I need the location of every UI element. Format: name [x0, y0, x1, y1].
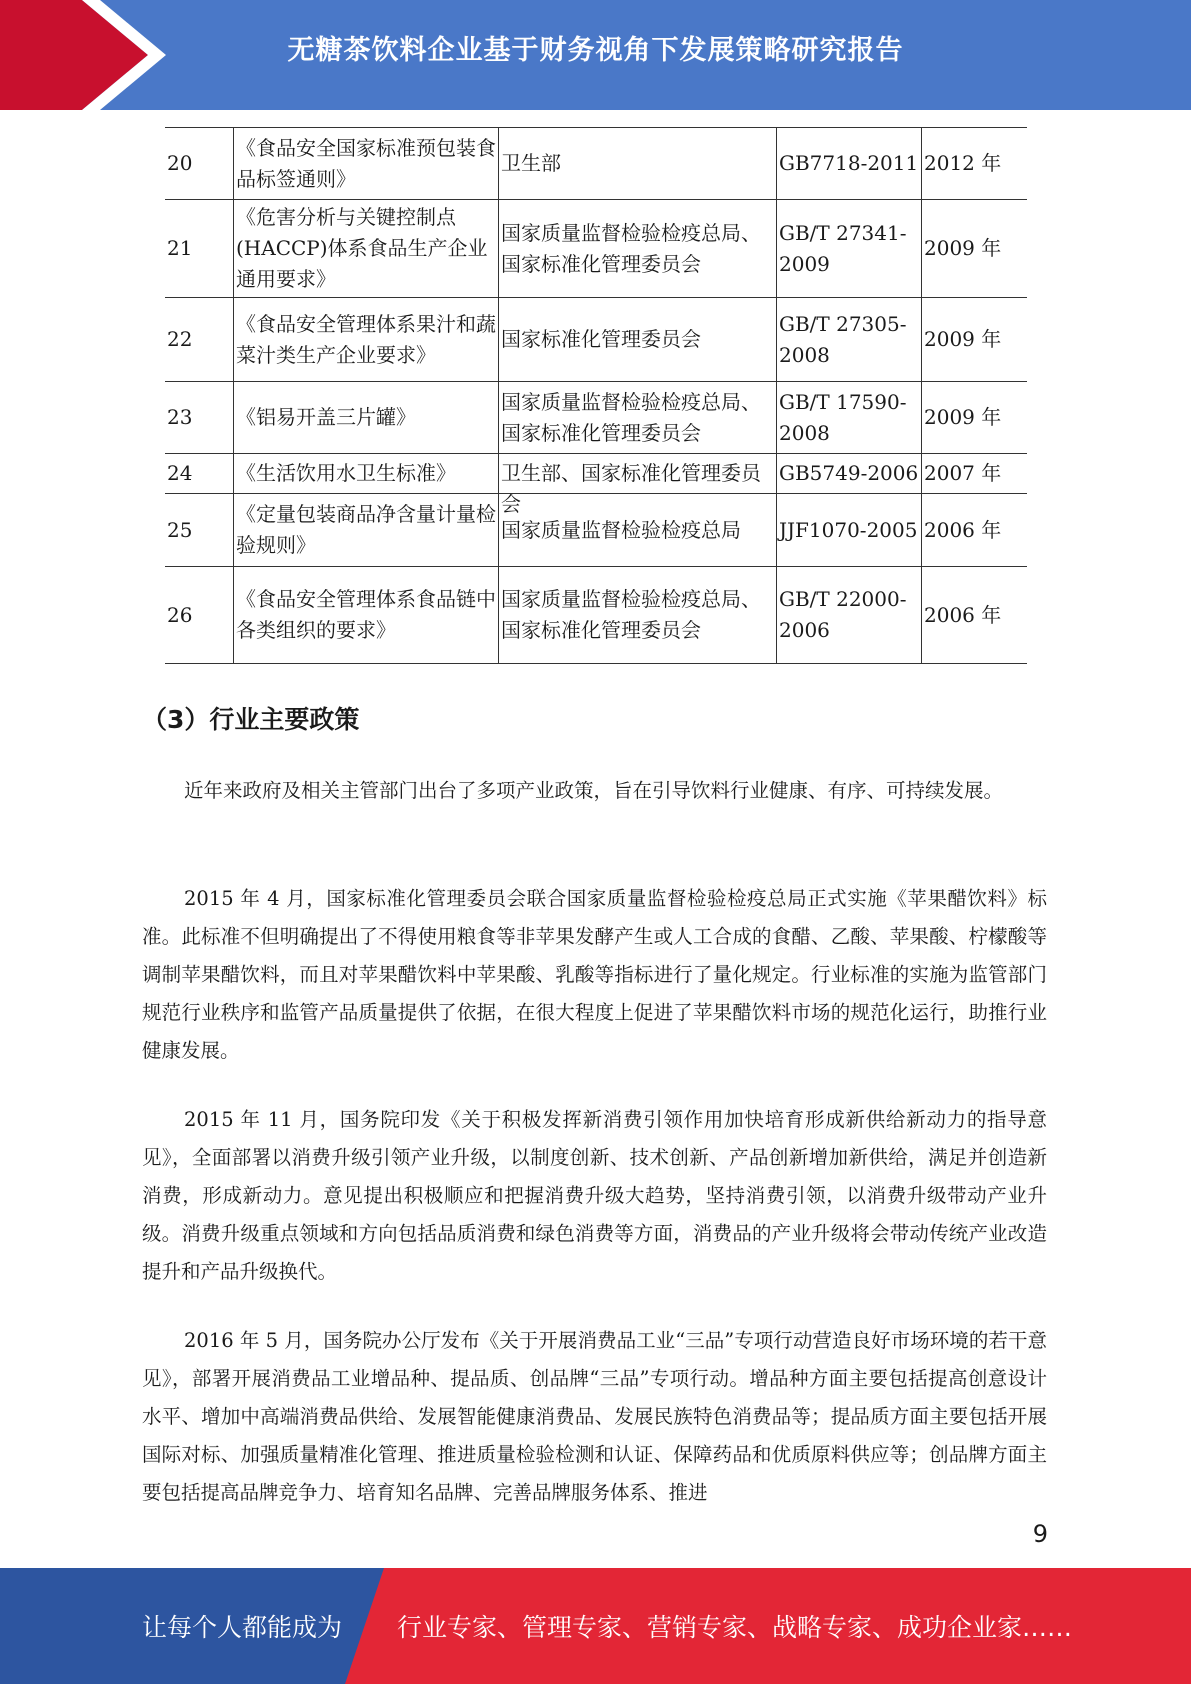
- footer-slogan-left: 让每个人都能成为: [142, 1613, 343, 1642]
- row-number: 25: [165, 494, 234, 567]
- footer-slogan-right: 行业专家、管理专家、营销专家、战略专家、成功企业家……: [397, 1613, 1073, 1642]
- standard-code: GB/T 27341-2009: [777, 200, 922, 298]
- row-number: 23: [165, 382, 234, 454]
- table-row: [165, 567, 1027, 664]
- standard-name: 《危害分析与关键控制点(HACCP)体系食品生产企业通用要求》: [234, 200, 499, 298]
- year: 2009 年: [922, 298, 1028, 382]
- paragraph: 2016 年 5 月，国务院办公厅发布《关于开展消费品工业“三品”专项行动营造良好市场环境的若干意见》，部署开展消费品工业增品种、提品质、创品牌“三品”专项行动。增品种方面主要包括提高创意设计水平、增加中高端消费品供给、发展智能健康消费品、发展民族特色消费品等；提品质方面主要包括开展国际对标、加强质量精准化管理、推进质量检验检测和认证、保障药品和优质原料供应等；创品牌方面主要包括提高品牌竞争力、培育知名品牌、完善品牌服务体系、推进: [142, 1329, 1047, 1504]
- year: 2009 年: [922, 382, 1028, 454]
- table-row: [165, 298, 1027, 382]
- standard-name: 《铝易开盖三片罐》: [234, 382, 499, 454]
- issuing-department: [499, 454, 777, 516]
- section-title: （3）行业主要政策: [142, 705, 360, 734]
- year: 2006 年: [922, 494, 1028, 567]
- standard-code: GB/T 17590-2008: [777, 382, 922, 454]
- year: 2012 年: [922, 128, 1028, 200]
- row-number: 20: [165, 128, 234, 200]
- paragraph: 近年来政府及相关主管部门出台了多项产业政策，旨在引导饮料行业健康、有序、可持续发展。: [184, 779, 1004, 802]
- row-number: 26: [165, 567, 234, 664]
- year: 2009 年: [922, 200, 1028, 298]
- year: 2007 年: [922, 454, 1028, 494]
- paragraph: 2015 年 11 月，国务院印发《关于积极发挥新消费引领作用加快培育形成新供给新动力的指导意见》，全面部署以消费升级引领产业升级，以制度创新、技术创新、产品创新增加新供给，满足并创造新消费，形成新动力。意见提出积极顺应和把握消费升级大趋势，坚持消费引领，以消费升级带动产业升级。消费升级重点领域和方向包括品质消费和绿色消费等方面，消费品的产业升级将会带动传统产业改造提升和产品升级换代。: [142, 1108, 1047, 1283]
- standard-code: GB5749-2006: [777, 454, 922, 494]
- issuing-department: 国家质量监督检验检疫总局、国家标准化管理委员会: [499, 200, 777, 298]
- page-header: [0, 0, 1191, 110]
- table-row: [165, 454, 1027, 494]
- standard-name: 《食品安全国家标准预包装食品标签通则》: [234, 128, 499, 200]
- table-row: [165, 494, 1027, 567]
- issuing-department-text: 卫生部、国家标准化管理委员会: [501, 461, 761, 516]
- issuing-department: 国家标准化管理委员会: [499, 298, 777, 382]
- issuing-department: 卫生部: [499, 128, 777, 200]
- page-number: 9: [1032, 1520, 1048, 1548]
- row-number: 22: [165, 298, 234, 382]
- table-row: [165, 200, 1027, 298]
- standard-name: 《生活饮用水卫生标准》: [234, 454, 499, 494]
- standard-code: GB/T 27305-2008: [777, 298, 922, 382]
- standard-name: 《食品安全管理体系食品链中各类组织的要求》: [234, 567, 499, 664]
- paragraph: 2015 年 4 月，国家标准化管理委员会联合国家质量监督检验检疫总局正式实施《苹果醋饮料》标准。此标准不但明确提出了不得使用粮食等非苹果发酵产生或人工合成的食醋、乙酸、苹果酸、柠檬酸等调制苹果醋饮料，而且对苹果醋饮料中苹果酸、乳酸等指标进行了量化规定。行业标准的实施为监管部门规范行业秩序和监管产品质量提供了依据，在很大程度上促进了苹果醋饮料市场的规范化运行，助推行业健康发展。: [142, 887, 1047, 1062]
- page-footer: [0, 1568, 1191, 1684]
- issuing-department: 国家质量监督检验检疫总局、国家标准化管理委员会: [499, 567, 777, 664]
- standard-name: 《食品安全管理体系果汁和蔬菜汁类生产企业要求》: [234, 298, 499, 382]
- standard-code: GB7718-2011: [777, 128, 922, 200]
- issuing-department: 国家质量监督检验检疫总局: [499, 494, 777, 567]
- standard-name: 《定量包装商品净含量计量检验规则》: [234, 494, 499, 567]
- table-row: [165, 128, 1027, 200]
- issuing-department: 国家质量监督检验检疫总局、国家标准化管理委员会: [499, 382, 777, 454]
- standard-code: GB/T 22000-2006: [777, 567, 922, 664]
- year: 2006 年: [922, 567, 1028, 664]
- standards-table: [165, 127, 1027, 664]
- row-number: 21: [165, 200, 234, 298]
- table-row: [165, 382, 1027, 454]
- standard-code: JJF1070-2005: [777, 494, 922, 567]
- header-title: 无糖茶饮料企业基于财务视角下发展策略研究报告: [287, 35, 904, 66]
- row-number: 24: [165, 454, 234, 494]
